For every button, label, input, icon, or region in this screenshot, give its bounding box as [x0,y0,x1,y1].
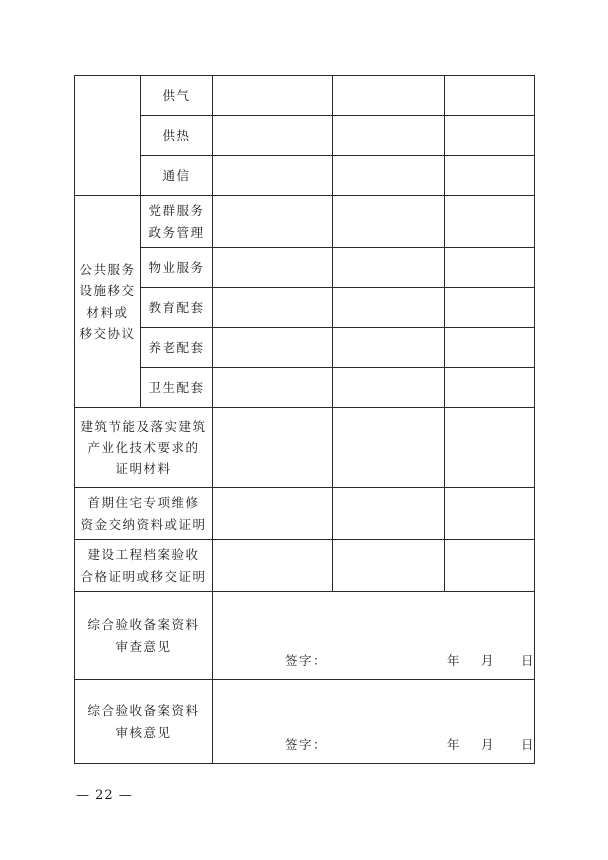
public-services-group-label [75,196,141,408]
day-label: 日 [521,652,536,668]
label-line: 建设工程档案验收 [87,547,200,563]
signature-label: 签字： [285,736,328,752]
blank-cell [213,288,333,328]
blank-cell [333,156,445,196]
group-label-line: 材料或 [86,304,129,320]
table-row [75,156,535,196]
row-label-archive-acceptance-proof [75,540,213,592]
blank-cell [445,328,535,368]
blank-cell [445,488,535,540]
blank-cell [213,248,333,288]
blank-cell [445,76,535,116]
signature-label: 签字： [285,652,328,668]
blank-cell [333,488,445,540]
blank-cell [213,488,333,540]
row-label-heating: 供热 [141,116,213,156]
blank-cell [333,116,445,156]
blank-cell [333,196,445,248]
row-label-energy-saving-proof [75,408,213,488]
blank-cell [213,368,333,408]
table-row [75,408,535,488]
table-row [75,116,535,156]
label-line: 合格证明或移交证明 [80,568,207,584]
row-label-approval-opinion [75,680,213,764]
blank-cell [445,248,535,288]
blank-cell [213,116,333,156]
page-number: — 22 — [76,788,133,803]
table-row [75,592,535,680]
blank-cell [213,156,333,196]
group-label-line: 移交协议 [79,325,136,341]
table-row [75,680,535,764]
blank-cell [445,368,535,408]
table-row [75,196,535,248]
blank-cell [445,156,535,196]
label-line: 审查意见 [115,638,172,654]
table-row [75,368,535,408]
blank-cell [445,408,535,488]
blank-cell [333,76,445,116]
review-opinion-signature-cell [213,592,535,680]
table-row [75,488,535,540]
blank-cell [333,288,445,328]
label-line: 党群服务 [148,203,205,219]
row-label-elderly-care-facilities: 养老配套 [141,328,213,368]
row-label-maintenance-fund-proof [75,488,213,540]
approval-opinion-signature-cell [213,680,535,764]
month-label: 月 [481,736,496,752]
table-row [75,76,535,116]
label-line: 资金交纳资料或证明 [80,516,207,532]
blank-cell [333,540,445,592]
label-line: 政务管理 [148,224,205,240]
day-label: 日 [521,736,536,752]
row-label-property-services: 物业服务 [141,248,213,288]
blank-cell [213,328,333,368]
month-label: 月 [481,652,496,668]
label-line: 综合验收备案资料 [87,703,200,719]
row-label-review-opinion [75,592,213,680]
row-label-education-facilities: 教育配套 [141,288,213,328]
table-row [75,248,535,288]
row-label-gas: 供气 [141,76,213,116]
row-label-health-facilities: 卫生配套 [141,368,213,408]
blank-cell [213,76,333,116]
label-line: 建筑节能及落实建筑 [80,418,207,434]
acceptance-filing-form-table [74,75,535,764]
year-label: 年 [447,736,462,752]
label-line: 首期住宅专项维修 [87,495,200,511]
table-row [75,540,535,592]
blank-cell [213,540,333,592]
year-label: 年 [447,652,462,668]
blank-cell [213,196,333,248]
label-line: 审核意见 [115,724,172,740]
blank-cell [333,328,445,368]
blank-cell [333,408,445,488]
blank-cell [333,248,445,288]
table-row [75,288,535,328]
blank-cell [213,408,333,488]
row-label-party-gov-services [141,196,213,248]
blank-cell [333,368,445,408]
label-line: 产业化技术要求的 [87,439,200,455]
row-label-telecom: 通信 [141,156,213,196]
label-line: 综合验收备案资料 [87,617,200,633]
blank-cell [445,116,535,156]
group-label-line: 公共服务 [79,262,136,277]
blank-cell [445,196,535,248]
table-row [75,328,535,368]
blank-cell [445,288,535,328]
blank-cell [445,540,535,592]
label-line: 证明材料 [115,461,172,477]
group-label-line: 设施移交 [79,283,136,299]
utilities-group-cell [75,76,141,196]
